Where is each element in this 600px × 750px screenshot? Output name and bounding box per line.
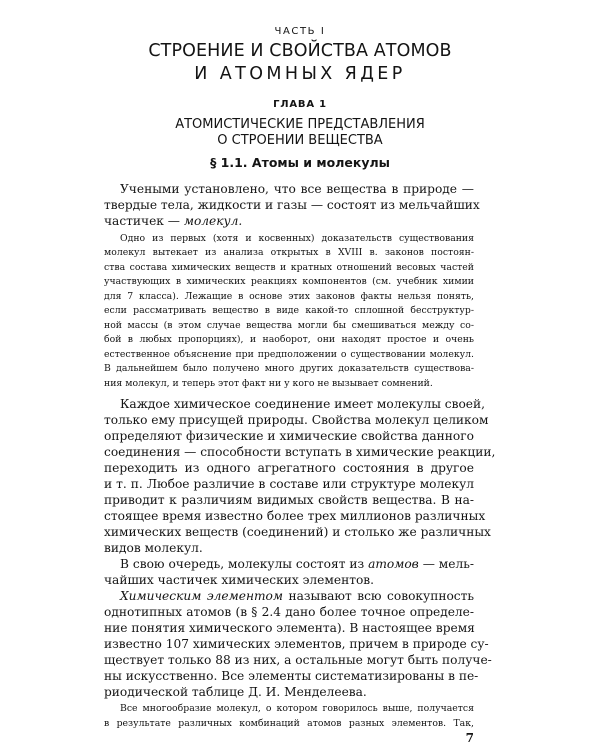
page-number: 7 <box>465 731 474 745</box>
paragraph-line: приводит к различиям видимых свойств вещества. В на- <box>104 493 474 507</box>
paragraph-line: только ему присущей природы. Свойства молекул целиком <box>104 413 489 427</box>
paragraph-line: и т. п. Любое различие в составе или структуре молекул <box>104 477 474 491</box>
chapter-title-line-1: АТОМИСТИЧЕСКИЕ ПРЕДСТАВЛЕНИЯ <box>175 117 425 132</box>
small-paragraph-line: ния молекул, и теперь этот факт ни у кого не вызывает сомнений. <box>104 378 433 389</box>
small-paragraph-line: в результате различных комбинаций атомов разных элементов. Так, <box>104 718 474 729</box>
chapter-title-line-2: О СТРОЕНИИ ВЕЩЕСТВА <box>217 133 383 148</box>
small-paragraph-line: ства состава химических веществ и кратных отношений весовых частей <box>104 262 474 273</box>
chapter-label: ГЛАВА 1 <box>273 99 327 110</box>
small-paragraph-line: участвующих в химических реакциях компонентов (см. учебник химии <box>104 276 474 287</box>
small-paragraph-line: Одно из первых (хотя и косвенных) доказательств существования <box>120 233 474 244</box>
small-paragraph-line: естественное объяснение при предположении о существовании молекул. <box>104 349 474 360</box>
paragraph-line: определяют физические и химические свойства данного <box>104 429 474 443</box>
small-paragraph-line: Все многообразие молекул, о котором говорилось выше, получается <box>120 703 474 714</box>
paragraph-line: ществует только 88 из них, а остальные могут быть получе- <box>104 653 492 667</box>
paragraph-line: известно 107 химических элементов, причем в природе су- <box>104 637 489 651</box>
paragraph-line: твердые тела, жидкости и газы — состоят из мельчайших <box>104 198 480 212</box>
paragraph-line: ние понятия химического элемента). В настоящее время <box>104 621 475 635</box>
section-title: § 1.1. Атомы и молекулы <box>210 155 390 170</box>
emphasis-term: Химическим элементом <box>120 589 283 603</box>
paragraph-line <box>104 214 474 234</box>
paragraph-line: переходить из одного агрегатного состояния в другое <box>104 461 474 475</box>
emphasis-term: атомов <box>368 557 419 571</box>
small-paragraph-line: бой в любых пропорциях), и наоборот, они находят простое и очень <box>104 334 474 345</box>
part-title-line-2: И АТОМНЫХ ЯДЕР <box>194 64 406 84</box>
small-paragraph-line: для 7 класса). Лежащие в основе этих законов факты нельзя понять, <box>104 291 474 302</box>
text-run: называют всю совокупность <box>283 589 474 603</box>
part-title-line-1: СТРОЕНИЕ И СВОЙСТВА АТОМОВ <box>148 41 452 61</box>
text-run: — мель- <box>418 557 474 571</box>
text-run: В свою очередь, молекулы состоят из <box>120 557 369 571</box>
paragraph-line: видов молекул. <box>104 541 203 555</box>
paragraph-line: соединения — способности вступать в химические реакции, <box>104 445 496 459</box>
small-paragraph-line: ной массы (в этом случае вещества могли бы смешиваться между со- <box>104 320 474 331</box>
paragraph-line: Каждое химическое соединение имеет молекулы своей, <box>120 397 486 411</box>
paragraph-line: однотипных атомов (в § 2.4 дано более точное определе- <box>104 605 474 619</box>
paragraph-line: чайших частичек химических элементов. <box>104 573 375 587</box>
paragraph-line: риодической таблице Д. И. Менделеева. <box>104 685 367 699</box>
paragraph-line: стоящее время известно более трех миллионов различных <box>104 509 486 523</box>
small-paragraph-line: молекул вытекает из анализа открытых в XVIII в. законов постоян- <box>104 247 474 258</box>
small-paragraph-line: В дальнейшем было получено много других доказательств существова- <box>104 363 474 374</box>
small-paragraph-line: если рассматривать вещество в виде какой-то сплошной бесструктур- <box>104 305 474 316</box>
emphasis-term: молекул. <box>183 214 243 228</box>
paragraph-line: химических веществ (соединений) и столько же различных <box>104 525 491 539</box>
paragraph-line: Учеными установлено, что все вещества в природе — <box>120 182 474 196</box>
text-run: частичек — <box>104 214 184 228</box>
part-label: ЧАСТЬ I <box>274 26 326 37</box>
paragraph-line: ны искусственно. Все элементы систематизированы в пе- <box>104 669 479 683</box>
